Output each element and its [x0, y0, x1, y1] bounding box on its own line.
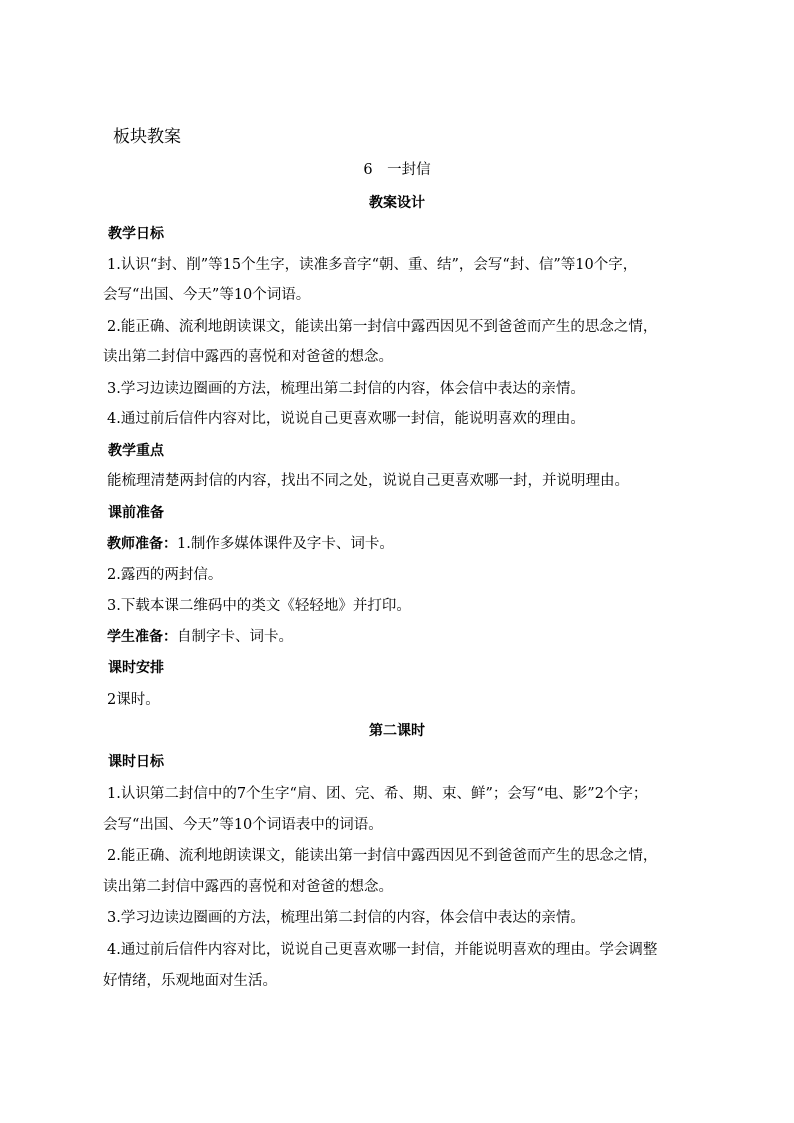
key-points-text: 能梳理清楚两封信的内容，找出不同之处，说说自己更喜欢哪一封，并说明理由。 — [107, 473, 629, 489]
period-goal-2-line-2: 读出第二封信中露西的喜悦和对爸爸的想念。 — [103, 879, 393, 895]
lesson-title: 6 一封信 — [363, 162, 431, 178]
teacher-prep-item-2: 2.露西的两封信。 — [107, 567, 223, 583]
teacher-prep-item-3: 3.下载本课二维码中的类文《轻轻地》并打印。 — [107, 598, 411, 614]
student-prep-item: 自制字卡、词卡。 — [177, 629, 293, 645]
goal-2-line-1: 2.能正确、流利地朗读课文，能读出第一封信中露西因见不到爸爸而产生的思念之情， — [107, 319, 658, 335]
teacher-prep-label: 教师准备： — [107, 536, 177, 552]
student-prep-line — [107, 627, 719, 647]
goals-heading: 教学日标 — [108, 226, 164, 242]
goal-1-line-2: 会写“出国、今天”等10个词语。 — [103, 287, 311, 303]
period-goal-4-line-1: 4.通过前后信件内容对比，说说自己更喜欢哪一封信，并能说明喜欢的理由。学会调整 — [107, 942, 658, 958]
design-title: 教案设计 — [369, 195, 425, 211]
period-goal-1-line-2: 会写“出国、今天”等10个词语表中的词语。 — [103, 817, 383, 833]
schedule-text: 2课时。 — [107, 692, 160, 708]
schedule-heading: 课时安排 — [108, 660, 164, 676]
key-points-heading: 教学重点 — [108, 443, 164, 459]
period-goal-3: 3.学习边读边圈画的方法，梳理出第二封信的内容，体会信中表达的亲情。 — [107, 910, 585, 926]
goal-1-line-1: 1.认识“封、削”等15个生字，读准多音字“朝、重、结”，会写“封、信”等10个字， — [107, 257, 638, 273]
preparation-heading: 课前准备 — [108, 505, 164, 521]
period-goal-4-line-2: 好情绪，乐观地面对生活。 — [103, 973, 277, 989]
period-goal-2-line-1: 2.能正确、流利地朗读课文，能读出第一封信中露西因见不到爸爸而产生的思念之情， — [107, 848, 658, 864]
teacher-prep-line — [107, 534, 719, 554]
period-title: 第二课时 — [369, 723, 425, 739]
student-prep-label: 学生准备： — [107, 629, 177, 645]
goal-4: 4.通过前后信件内容对比，说说自己更喜欢哪一封信，能说明喜欢的理由。 — [107, 411, 585, 427]
block-title: 板块教案 — [113, 127, 181, 147]
period-goal-1-line-1: 1.认识第二封信中的7个生字“肩、团、完、希、期、束、鲜”；会写“电、影”2个字； — [107, 786, 648, 802]
period-goals-heading: 课时日标 — [108, 754, 164, 770]
goal-2-line-2: 读出第二封信中露西的喜悦和对爸爸的想念。 — [103, 349, 393, 365]
goal-3: 3.学习边读边圈画的方法，梳理出第二封信的内容，体会信中表达的亲情。 — [107, 381, 585, 397]
teacher-prep-item-1: 1.制作多媒体课件及字卡、词卡。 — [177, 536, 394, 552]
